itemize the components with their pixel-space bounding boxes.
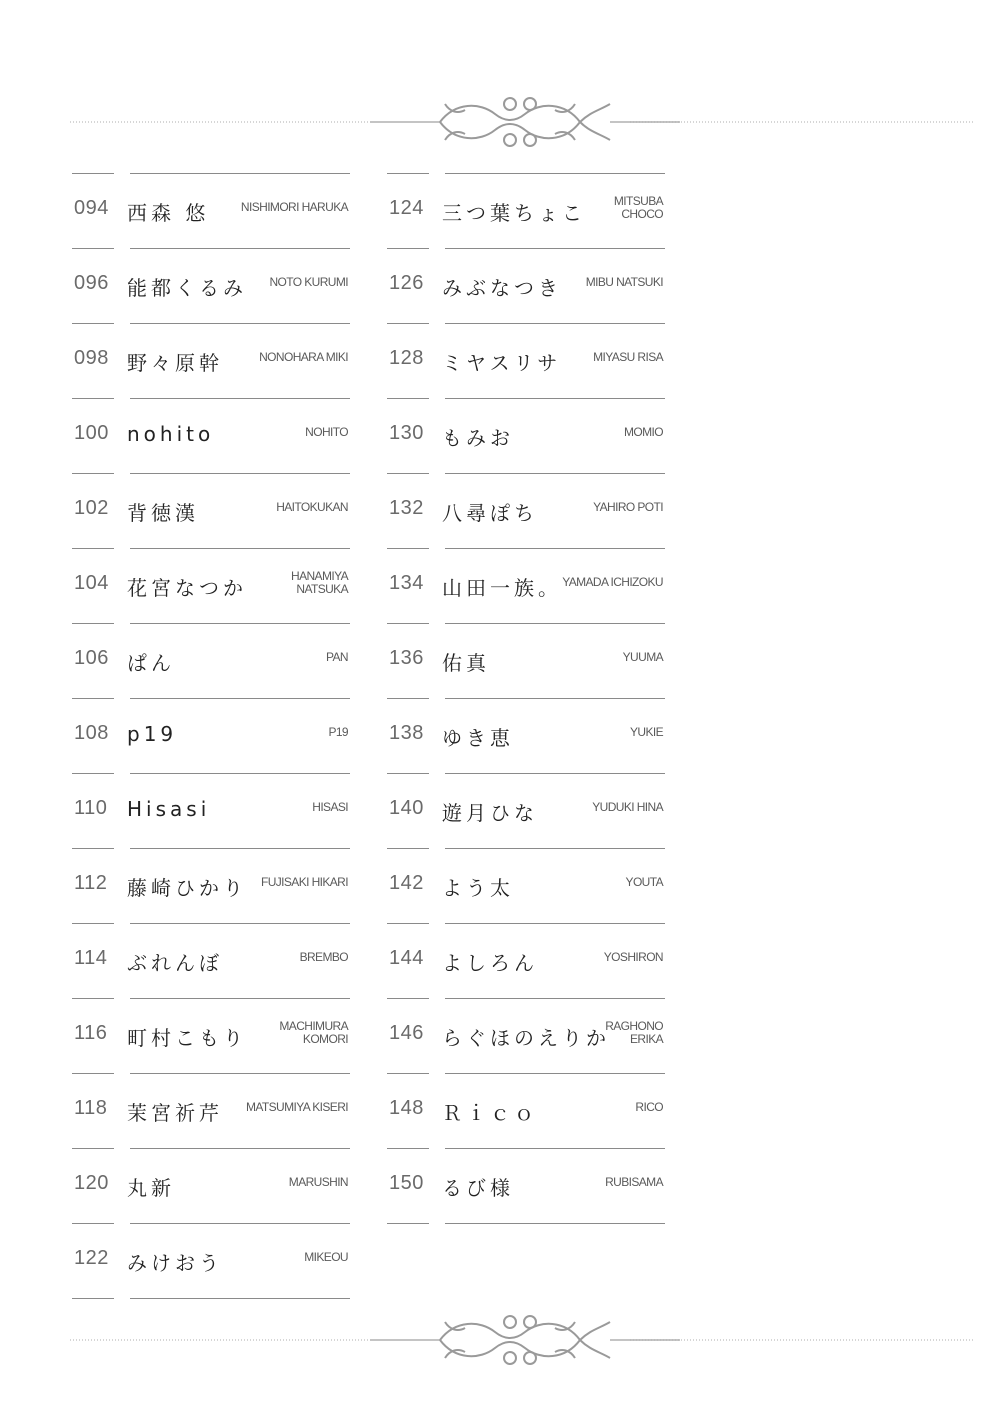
divider [130,323,350,324]
flourish-icon [0,92,1000,152]
contributor-entry [70,323,352,398]
artist-name: 能都くるみ [127,276,247,300]
divider [387,773,429,774]
artist-romaji: HISASI [312,800,348,814]
divider [445,173,665,174]
artist-name: Ｒｉｃｏ [442,1101,538,1125]
divider [445,773,665,774]
divider [72,473,114,474]
contributor-list-left [70,173,352,1298]
artist-romaji: NOTO KURUMI [269,275,348,289]
top-ornament [0,92,1000,152]
artist-romaji: PAN [326,650,348,664]
bottom-ornament [0,1310,1000,1370]
artist-romaji: MACHIMURA KOMORI [279,1019,348,1046]
contributor-entry [385,473,667,548]
artist-name: よしろん [442,951,538,975]
contributor-list-right [385,173,667,1223]
page-number: 112 [74,872,108,894]
contributor-entry [70,548,352,623]
divider [72,248,114,249]
artist-name: nohito [127,422,215,446]
divider [130,623,350,624]
artist-name: みけおう [127,1251,223,1275]
divider [130,923,350,924]
artist-name: 町村こもり [127,1026,247,1050]
artist-name: 藤崎ひかり [127,876,247,900]
page-number: 134 [389,572,424,594]
artist-name: 背徳漢 [127,501,199,525]
page-number: 128 [389,347,424,369]
artist-name: 丸新 [127,1176,175,1200]
divider [387,398,429,399]
page-number: 106 [74,647,109,669]
contributor-entry [70,473,352,548]
artist-name: ぱん [127,651,175,675]
divider [387,998,429,999]
contributor-entry [70,623,352,698]
artist-name: ぶれんぼ [127,951,223,975]
page-number: 138 [389,722,424,744]
page-number: 140 [389,797,424,819]
page-number: 116 [74,1022,108,1044]
contributor-entry [385,1073,667,1148]
page-number: 098 [74,347,109,369]
page-number: 150 [389,1172,424,1194]
divider [130,848,350,849]
divider [445,248,665,249]
divider [130,773,350,774]
divider [387,923,429,924]
artist-romaji: MIBU NATSUKI [585,275,663,289]
divider [445,848,665,849]
contributor-entry [70,848,352,923]
contributor-entry [70,1148,352,1223]
artist-name: p19 [127,722,178,746]
contributor-entry [385,923,667,998]
divider [72,623,114,624]
page-number: 096 [74,272,109,294]
artist-name: 山田一族。 [442,576,562,600]
contributor-entry [70,998,352,1073]
divider [72,773,114,774]
divider [130,1223,350,1224]
artist-name: 野々原幹 [127,351,223,375]
contributor-entry [385,173,667,248]
divider [72,323,114,324]
divider [387,1073,429,1074]
divider [72,1148,114,1149]
divider [387,173,429,174]
contributor-entry [385,623,667,698]
divider [445,623,665,624]
artist-romaji: YUKIE [629,725,663,739]
divider [72,698,114,699]
contributor-entry [385,248,667,323]
artist-romaji: RAGHONO ERIKA [605,1019,663,1046]
contributor-entry [70,773,352,848]
divider [445,1148,665,1149]
contributor-entry [385,1148,667,1223]
divider [387,848,429,849]
page-number: 144 [389,947,424,969]
divider [387,323,429,324]
artist-romaji: NISHIMORI HARUKA [240,200,348,214]
divider [72,398,114,399]
divider [72,1298,114,1299]
artist-romaji: FUJISAKI HIKARI [260,875,348,889]
page-number: 110 [74,797,108,819]
artist-name: 三つ葉ちょこ [442,201,586,225]
divider [130,548,350,549]
contributor-entry [70,1073,352,1148]
page-number: 122 [74,1247,109,1269]
contributor-entry [70,698,352,773]
divider [387,698,429,699]
divider [387,623,429,624]
contributor-entry [385,773,667,848]
artist-romaji: MATSUMIYA KISERI [246,1100,348,1114]
contributor-entry [385,398,667,473]
page-number: 104 [74,572,109,594]
page-number: 120 [74,1172,109,1194]
divider [72,998,114,999]
page-number: 130 [389,422,424,444]
page-number: 142 [389,872,424,894]
artist-romaji: MARUSHIN [288,1175,348,1189]
page-number: 132 [389,497,424,519]
divider [445,698,665,699]
contributor-entry [70,248,352,323]
artist-name: 八尋ぽち [442,501,538,525]
divider [72,173,114,174]
artist-name: みぶなつき [442,276,562,300]
artist-name: 遊月ひな [442,801,538,825]
page-number: 136 [389,647,424,669]
page-number: 126 [389,272,424,294]
artist-name: らぐほのえりか [442,1026,610,1050]
artist-romaji: YAHIRO POTI [593,500,663,514]
contributor-entry [385,323,667,398]
page-number: 114 [74,947,108,969]
artist-name: ゆき恵 [442,726,514,750]
divider [445,923,665,924]
page-number: 102 [74,497,109,519]
artist-romaji: NOHITO [305,425,348,439]
artist-name: もみお [442,426,514,450]
artist-name: 佑真 [442,651,490,675]
artist-name: 茉宮祈芹 [127,1101,223,1125]
artist-name: 西森 悠 [127,201,210,225]
artist-name: るび様 [442,1176,514,1200]
page-number: 148 [389,1097,424,1119]
divider [130,698,350,699]
divider [445,398,665,399]
artist-romaji: P19 [328,725,348,739]
contributor-entry [70,173,352,248]
artist-romaji: YUDUKI HINA [592,800,663,814]
divider [130,473,350,474]
flourish-icon [0,1310,1000,1370]
divider [130,173,350,174]
divider [130,998,350,999]
divider [72,1223,114,1224]
divider [72,923,114,924]
artist-name: Hisasi [127,797,211,821]
artist-name: 花宮なつか [127,576,247,600]
contributor-entry [70,398,352,473]
artist-romaji: MIYASU RISA [593,350,663,364]
page-number: 100 [74,422,109,444]
artist-romaji: MIKEOU [304,1250,348,1264]
divider [445,323,665,324]
contributor-entry [385,998,667,1073]
contributor-entry [385,698,667,773]
artist-romaji: NONOHARA MIKI [259,350,348,364]
artist-romaji: RUBISAMA [605,1175,663,1189]
artist-romaji: YAMADA ICHIZOKU [562,575,663,589]
divider [130,248,350,249]
divider [445,1223,665,1224]
artist-romaji: YOSHIRON [603,950,663,964]
artist-romaji: HAITOKUKAN [276,500,348,514]
divider [72,848,114,849]
artist-name: ミヤスリサ [442,351,562,375]
page-number: 146 [389,1022,424,1044]
artist-romaji: RICO [635,1100,663,1114]
page-number: 094 [74,197,109,219]
divider [130,398,350,399]
divider [445,548,665,549]
artist-romaji: BREMBO [299,950,348,964]
contributor-entry [385,848,667,923]
divider [387,248,429,249]
artist-romaji: MOMIO [624,425,663,439]
contributor-entry [385,548,667,623]
divider [130,1073,350,1074]
divider [130,1298,350,1299]
divider [130,1148,350,1149]
contributor-entry [70,1223,352,1298]
artist-romaji: YUUMA [622,650,663,664]
divider [387,1223,429,1224]
divider [445,473,665,474]
divider [445,998,665,999]
page-number: 108 [74,722,109,744]
divider [72,548,114,549]
contributor-entry [70,923,352,998]
page-number: 118 [74,1097,108,1119]
divider [387,473,429,474]
artist-romaji: YOUTA [625,875,663,889]
artist-romaji: HANAMIYA NATSUKA [291,569,348,596]
divider [387,548,429,549]
divider [72,1073,114,1074]
artist-romaji: MITSUBA CHOCO [613,194,663,221]
divider [387,1148,429,1149]
page-number: 124 [389,197,424,219]
divider [445,1073,665,1074]
artist-name: よう太 [442,876,514,900]
